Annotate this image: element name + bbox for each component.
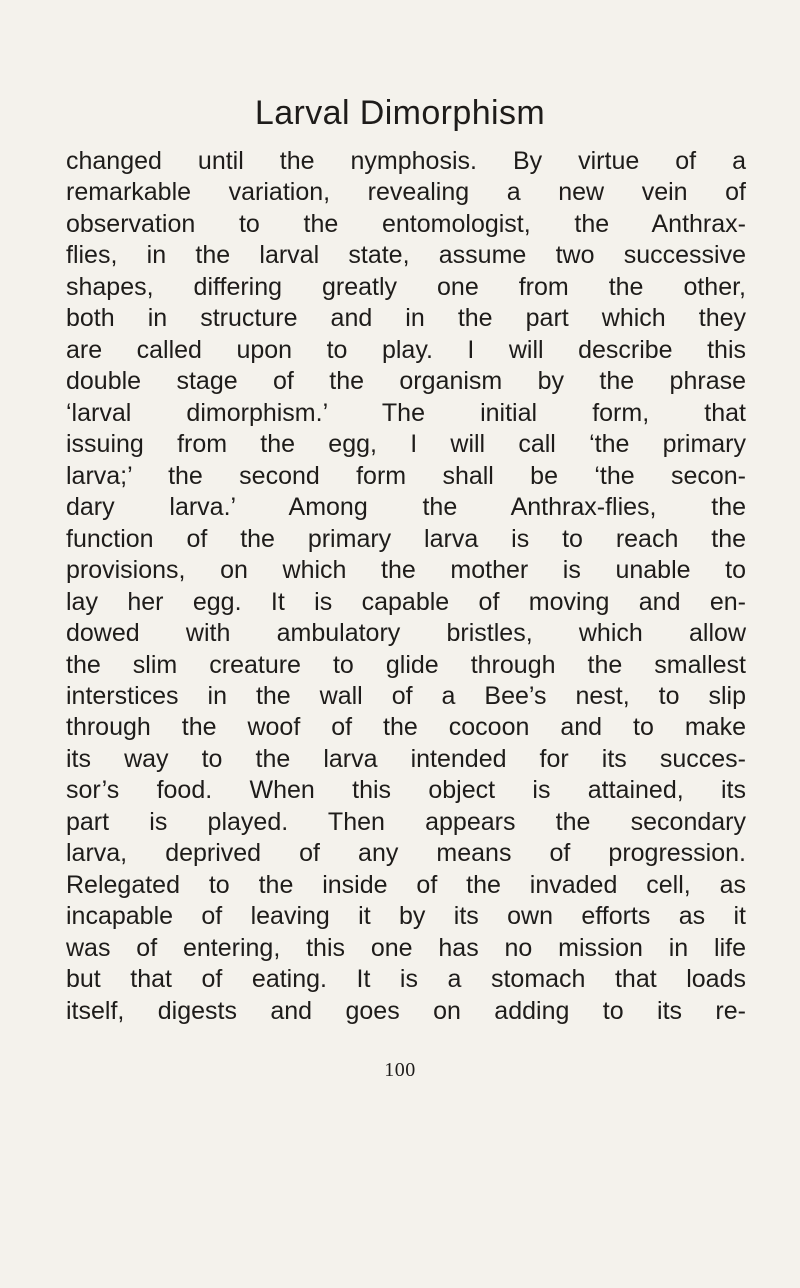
text-line: double stage of the organism by the phrase [66,367,746,396]
text-line: through the woof of the cocoon and to make [66,713,746,742]
body-text [66,146,746,1027]
text-line: interstices in the wall of a Bee’s nest, to slip [66,681,746,710]
text-line: ‘larval dimorphism.’ The initial form, that [66,398,746,427]
text-line: lay her egg. It is capable of moving and en- [66,587,746,616]
text-line: incapable of leaving it by its own efforts as it [66,902,746,931]
text-line: part is played. Then appears the secondary [66,807,746,836]
text-line: flies, in the larval state, assume two successive [66,241,746,270]
text-line: observation to the entomologist, the Anthrax- [66,209,746,238]
text-line: changed until the nymphosis. By virtue of a [66,147,746,175]
text-line: itself, digests and goes on adding to its re- [66,996,746,1025]
text-line: its way to the larva intended for its succes- [66,744,746,773]
text-line: both in structure and in the part which they [66,304,746,333]
running-head: Larval Dimorphism [254,94,546,132]
page-number: 100 [384,1059,416,1081]
text-line: shapes, differing greatly one from the other, [66,272,746,301]
text-line: dary larva.’ Among the Anthrax-flies, the [66,493,746,522]
text-line: provisions, on which the mother is unable to [66,556,746,585]
text-line: sor’s food. When this object is attained, its [66,776,746,805]
text-line: function of the primary larva is to reach the [66,524,746,553]
text-line: larva, deprived of any means of progression. [66,839,746,868]
text-line: remarkable variation, revealing a new vein of [66,178,746,207]
text-line: issuing from the egg, I will call ‘the primary [66,430,746,459]
text-line: was of entering, this one has no mission in life [66,933,746,962]
text-line: larva;’ the second form shall be ‘the secon- [66,461,746,490]
text-line: the slim creature to glide through the smallest [66,650,746,679]
text-line: are called upon to play. I will describe this [66,335,746,364]
text-line: dowed with ambulatory bristles, which allow [66,619,746,648]
text-line: Relegated to the inside of the invaded cell, as [66,870,746,899]
text-line: but that of eating. It is a stomach that loads [66,965,746,994]
